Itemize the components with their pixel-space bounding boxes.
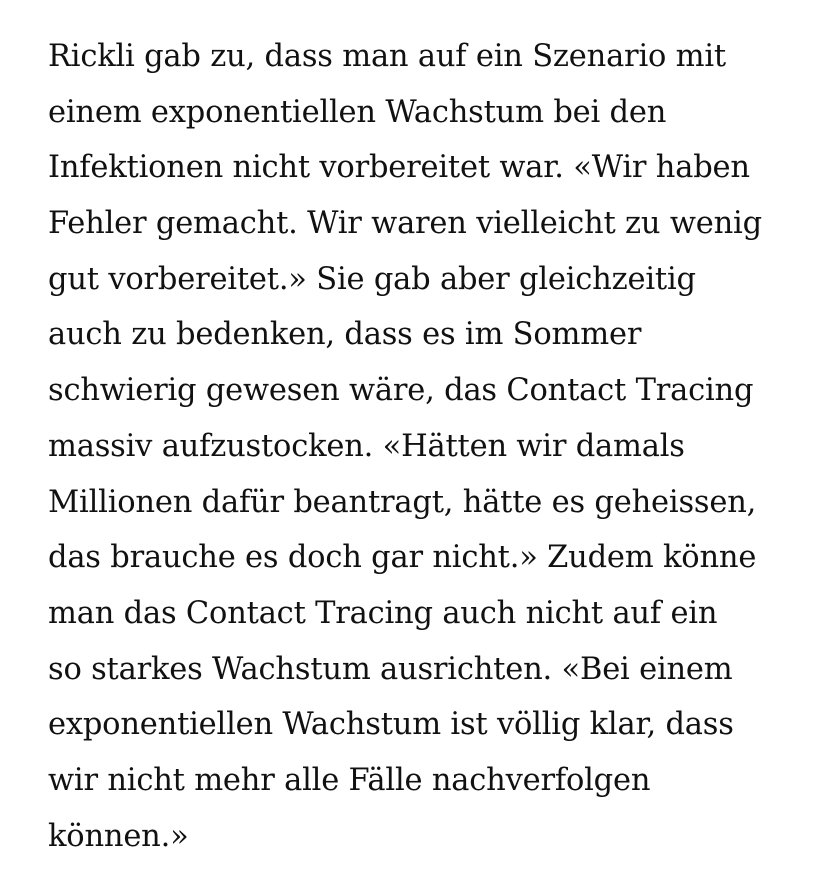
paragraph-line: einem exponentiellen Wachstum bei den (48, 94, 667, 130)
paragraph-line: man das Contact Tracing auch nicht auf ein (48, 595, 718, 631)
paragraph-line: exponentiellen Wachstum ist völlig klar, dass (48, 707, 734, 743)
paragraph-line: Infektionen nicht vorbereitet war. «Wir haben (48, 150, 750, 186)
article-paragraph (48, 29, 818, 864)
paragraph-line: so starkes Wachstum ausrichten. «Bei einem (48, 651, 733, 687)
paragraph-line: massiv aufzustocken. «Hätten wir damals (48, 428, 685, 464)
paragraph-line: Rickli gab zu, dass man auf ein Szenario mit (48, 39, 726, 74)
paragraph-line: Millionen dafür beantragt, hätte es geheissen, (48, 484, 757, 520)
paragraph-line: wir nicht mehr alle Fälle nachverfolgen (48, 762, 651, 798)
paragraph-line: das brauche es doch gar nicht.» Zudem könne (48, 540, 757, 576)
paragraph-line: gut vorbereitet.» Sie gab aber gleichzeitig (48, 261, 696, 297)
paragraph-line: auch zu bedenken, dass es im Sommer (48, 317, 642, 353)
paragraph-line: Fehler gemacht. Wir waren vielleicht zu wenig (48, 206, 762, 242)
paragraph-line: schwierig gewesen wäre, das Contact Tracing (48, 373, 754, 409)
paragraph-line: können.» (48, 818, 189, 854)
